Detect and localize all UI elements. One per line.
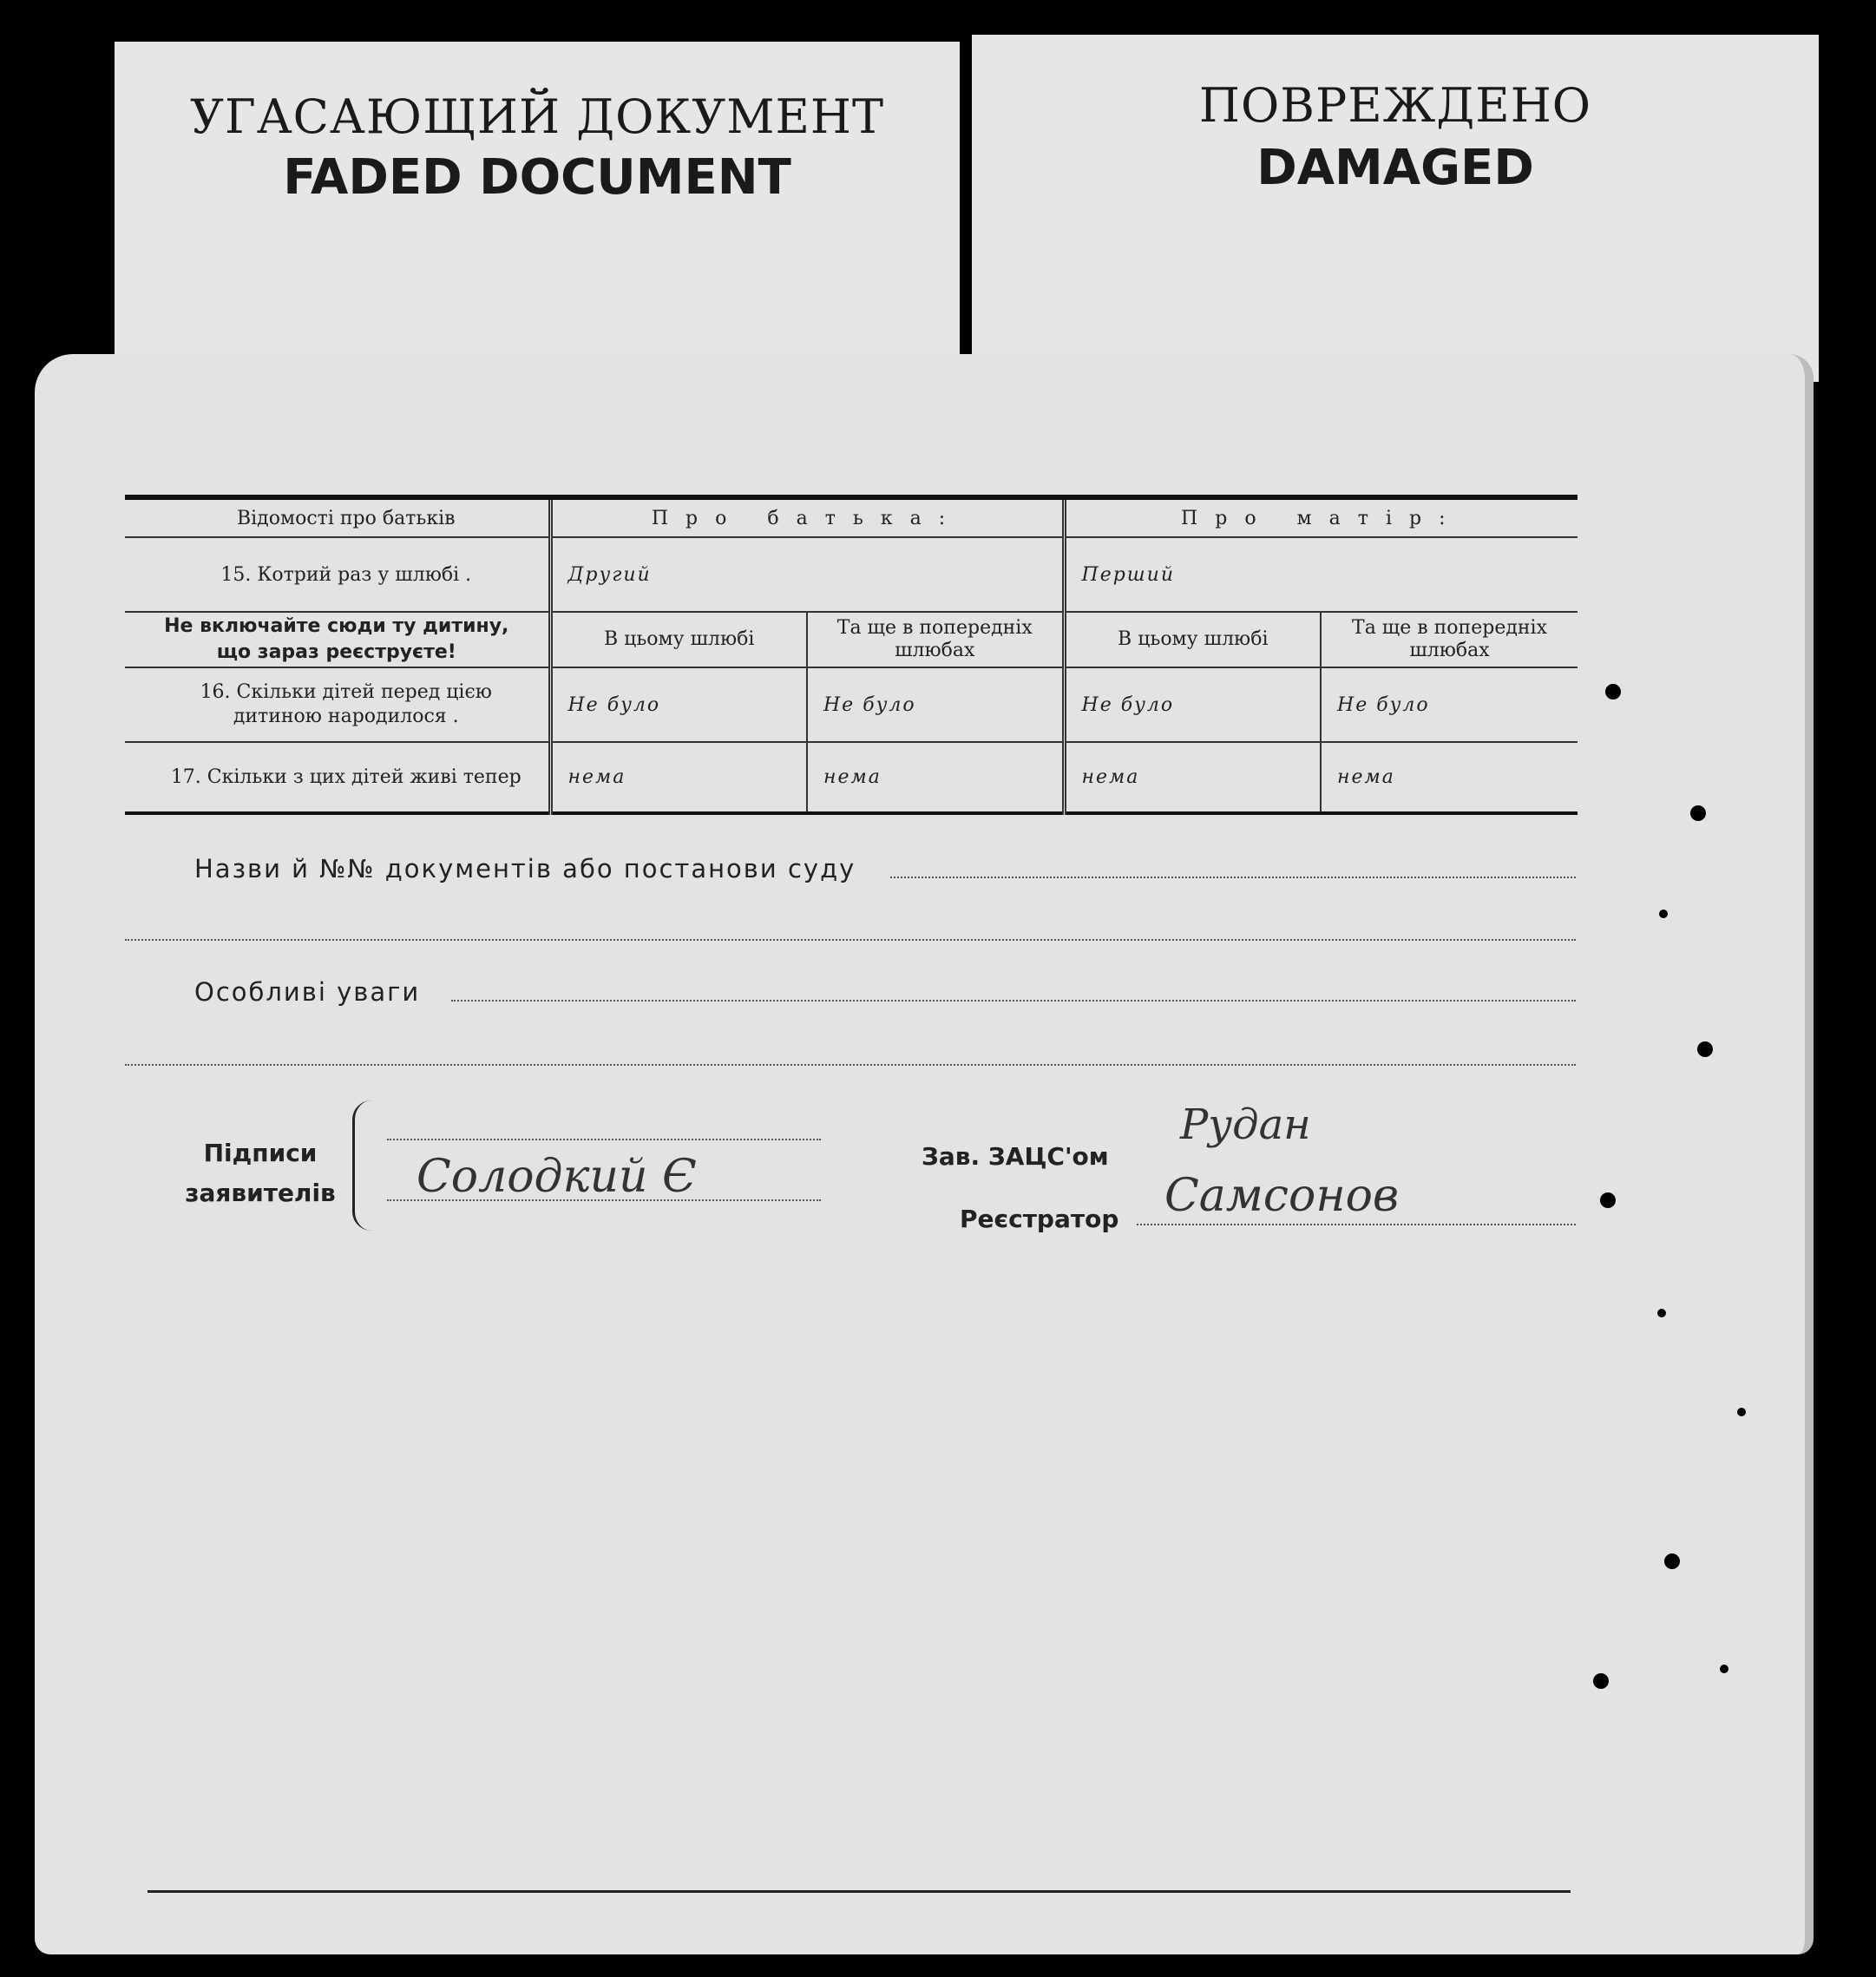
exclusion-note-line1: Не включайте сюди ту дитину,: [164, 615, 509, 637]
row17-label: 17. Скільки з цих дітей живі тепер: [125, 742, 550, 813]
punch-hole: [1605, 684, 1621, 700]
damaged-card-russian: ПОВРЕЖДЕНО: [1198, 78, 1592, 133]
notes-line: [451, 1000, 1576, 1002]
damaged-card-english: DAMAGED: [1256, 140, 1534, 196]
documents-label: Назви й №№ документів або постанови суду: [194, 854, 856, 883]
row17-value: нема: [1321, 742, 1578, 813]
head-signature: Рудан: [1180, 1100, 1311, 1149]
punch-hole: [1593, 1673, 1609, 1689]
notes-label: Особливі уваги: [194, 977, 421, 1007]
applicants-signatures-label: [182, 1133, 338, 1213]
documents-line: [890, 877, 1576, 878]
table-row: [125, 497, 1578, 537]
head-of-registry-label: Зав. ЗАЦС'ом: [922, 1142, 1109, 1171]
row16-value: Не було: [550, 667, 807, 742]
registrar-line: [1137, 1224, 1576, 1225]
applicant-signature: Солодкий Є: [417, 1151, 697, 1203]
col-father-this-marriage: В цьому шлюбі: [550, 612, 807, 667]
faded-document-card: [115, 42, 960, 371]
punch-hole: [1720, 1665, 1728, 1673]
table-row: [125, 667, 1578, 742]
col-father-previous-marriages: Та ще в попередніх шлюбах: [807, 612, 1064, 667]
row16-label-line1: 16. Скільки дітей перед цією: [200, 681, 492, 703]
bottom-rule: [148, 1890, 1571, 1893]
punch-hole: [1657, 1309, 1666, 1317]
exclusion-note: [125, 612, 550, 667]
row16-value: Не було: [807, 667, 1064, 742]
punch-hole: [1697, 1041, 1713, 1057]
faded-card-english: FADED DOCUMENT: [283, 149, 791, 206]
row17-value: нема: [807, 742, 1064, 813]
table-row: [125, 612, 1578, 667]
table-row: [125, 537, 1578, 612]
row16-label: [125, 667, 550, 742]
row17-value: нема: [1064, 742, 1321, 813]
row15-mother-value: Перший: [1064, 537, 1578, 612]
row17-value: нема: [550, 742, 807, 813]
faded-card-russian: УГАСАЮЩИЙ ДОКУМЕНТ: [189, 89, 885, 144]
damaged-document-card: [972, 35, 1819, 382]
applicants-label-line2: заявителів: [185, 1179, 336, 1207]
table-header-label: Відомості про батьків: [125, 497, 550, 537]
punch-hole: [1690, 805, 1706, 821]
row16-value: Не було: [1064, 667, 1321, 742]
table-row: [125, 742, 1578, 813]
punch-hole: [1664, 1553, 1680, 1569]
row16-label-line2: дитиною народилося .: [233, 706, 459, 727]
applicants-label-line1: Підписи: [203, 1139, 318, 1167]
row15-label: 15. Котрий раз у шлюбі .: [125, 537, 550, 612]
col-mother-previous-marriages: Та ще в попередніх шлюбах: [1321, 612, 1578, 667]
notes-line-2: [125, 1064, 1576, 1066]
punch-hole: [1600, 1192, 1616, 1208]
documents-line-2: [125, 939, 1576, 941]
row15-father-value: Другий: [550, 537, 1064, 612]
registry-page: [35, 354, 1814, 1954]
mother-header: Про матір:: [1064, 497, 1578, 537]
applicants-brace: [352, 1100, 376, 1231]
punch-hole: [1737, 1408, 1746, 1416]
punch-hole: [1659, 910, 1668, 918]
applicant-signature-line-1: [387, 1139, 821, 1140]
registrar-label: Реєстратор: [960, 1205, 1119, 1233]
col-mother-this-marriage: В цьому шлюбі: [1064, 612, 1321, 667]
row16-value: Не було: [1321, 667, 1578, 742]
registrar-signature: Самсонов: [1164, 1170, 1400, 1222]
exclusion-note-line2: що зараз реєструєте!: [216, 641, 456, 663]
father-header: Про батька:: [550, 497, 1064, 537]
parents-info-table: [125, 495, 1578, 815]
